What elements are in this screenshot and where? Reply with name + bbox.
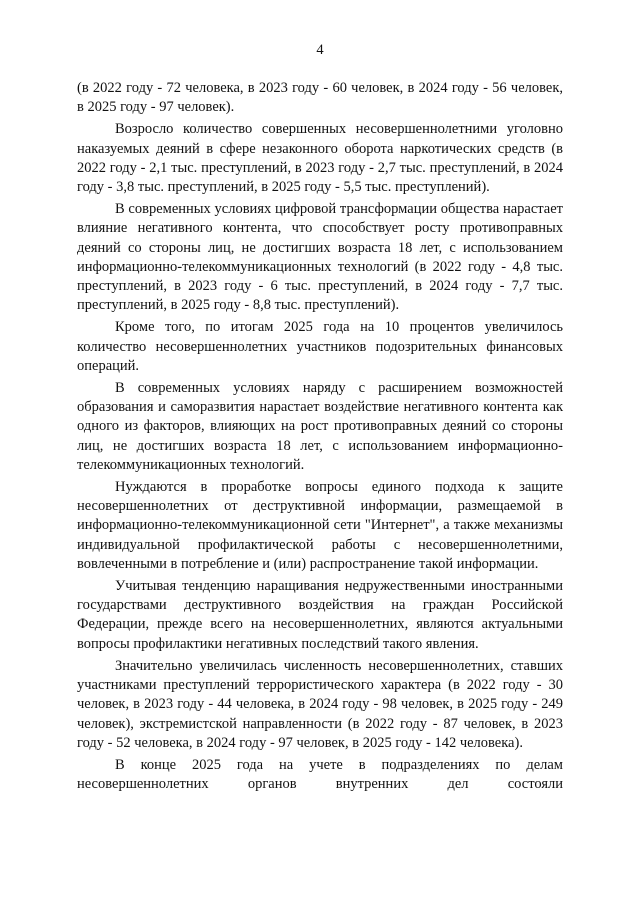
paragraph-negative-content: В современных условиях наряду с расширением возможностей образования и саморазвития нарастает воздействие негативного контента как одного из факторов, влияющих на рост противоправных деяний со стороны лиц, не достигших возраста 18 лет, с использованием информационно-телекоммуникационных технологий. — [77, 380, 563, 473]
paragraph-continuation: (в 2022 году - 72 человека, в 2023 году - 60 человек, в 2024 году - 56 человек, в 2025 году - 97 человек). — [77, 80, 563, 116]
paragraph-foreign-influence: Учитывая тенденцию наращивания недружественными иностранными государствами деструктивного воздействия на граждан Российской Федерации, прежде всего на несовершеннолетних, являются актуальными вопросы профилактики негативных последствий такого явления. — [77, 578, 563, 652]
paragraph-protection-issues: Нуждаются в проработке вопросы единого подхода к защите несовершеннолетних от деструктивной информации, размещаемой в информационно-телекоммуникационной сети "Интернет", а также механизмы индивидуальной профилактической работы с несовершеннолетними, вовлеченными в потребление и (или) распространение такой информации. — [77, 479, 563, 572]
page-number: 4 — [316, 42, 324, 58]
paragraph-digital-content: В современных условиях цифровой трансформации общества нарастает влияние негативного контента, что способствует росту противоправных деяний со стороны лиц, не достигших возраста 18 лет, с использованием информационно-телекоммуникационных технологий (в 2022 году - 4,8 тыс. преступлений, в 2023 году - 6 тыс. преступлений, в 2024 году - 7,7 тыс. преступлений, в 2025 году - 8,8 тыс. преступлений). — [77, 201, 563, 314]
paragraph-registration: В конце 2025 года на учете в подразделениях по делам несовершеннолетних органов внутренних дел состояли — [77, 756, 563, 793]
paragraph-financial-operations: Кроме того, по итогам 2025 года на 10 процентов увеличилось количество несовершеннолетних участников подозрительных финансовых операций. — [77, 319, 563, 374]
paragraph-drug-crimes: Возросло количество совершенных несовершеннолетними уголовно наказуемых деяний в сфере незаконного оборота наркотических средств (в 2022 году - 2,1 тыс. преступлений, в 2023 году - 2,7 тыс. преступлений, в 2024 году - 3,8 тыс. преступлений, в 2025 году - 5,5 тыс. преступлений). — [77, 121, 563, 196]
paragraph-terrorism-extremism: Значительно увеличилась численность несовершеннолетних, ставших участниками преступлений террористического характера (в 2022 году - 30 человек, в 2023 году - 44 человека, в 2024 году - 98 человек, в 2025 году - 249 человек), экстремистской направленности (в 2022 году - 87 человек, в 2023 году - 52 человека, в 2024 году - 97 человек, в 2025 году - 142 человека). — [77, 657, 563, 751]
document-body — [77, 79, 563, 797]
